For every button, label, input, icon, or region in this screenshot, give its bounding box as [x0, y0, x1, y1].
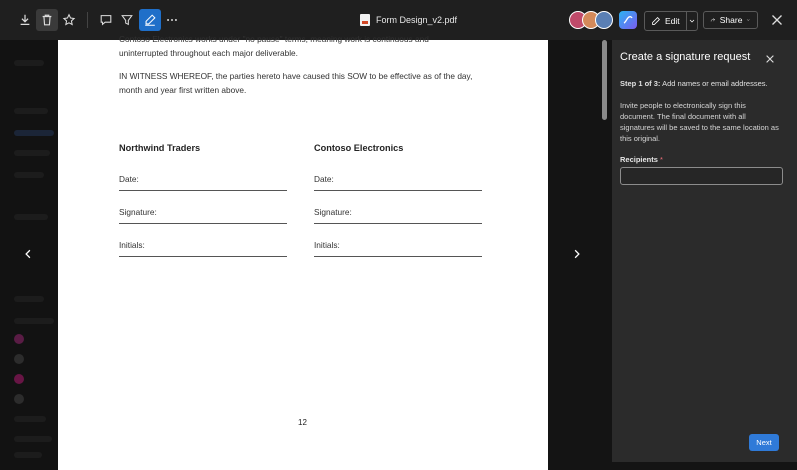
favorite-icon — [62, 13, 76, 27]
close-icon — [769, 12, 785, 28]
required-mark: * — [660, 155, 663, 164]
download-button[interactable] — [14, 9, 36, 31]
edit-dropdown[interactable] — [686, 12, 697, 30]
delete-button[interactable] — [36, 9, 58, 31]
field-label: Signature: — [119, 207, 157, 217]
edit-pencil-icon — [651, 16, 661, 26]
file-title — [360, 12, 457, 28]
field-label: Signature: — [314, 207, 352, 217]
initials-field[interactable] — [314, 240, 482, 257]
sign-pen-icon — [143, 13, 157, 27]
next-page-button[interactable] — [568, 245, 586, 263]
more-icon — [165, 13, 179, 27]
previous-page-button[interactable] — [19, 245, 37, 263]
share-button[interactable] — [703, 11, 758, 29]
avatar[interactable] — [595, 11, 613, 29]
share-label: Share — [719, 15, 743, 25]
recipients-label-text: Recipients — [620, 155, 658, 164]
close-icon — [764, 53, 776, 65]
close-panel-button[interactable] — [764, 52, 776, 64]
more-options-button[interactable] — [161, 9, 183, 31]
panel-description: Invite people to electronically sign this document. The final document with all signatures will be saved to the same location as this original. — [620, 101, 779, 143]
delete-icon — [40, 13, 54, 27]
filter-icon — [120, 13, 134, 27]
page-number: 12 — [298, 418, 307, 427]
document-scrollbar[interactable] — [602, 40, 607, 120]
recipients-input[interactable] — [620, 167, 783, 185]
recipients-label — [620, 155, 663, 164]
copilot-button[interactable] — [619, 11, 637, 29]
field-label: Initials: — [314, 240, 340, 250]
pdf-file-icon — [360, 14, 370, 26]
step-text: Add names or email addresses. — [660, 79, 768, 88]
document-paragraph: Contoso Electronics works under "no pause" terms, meaning work is continuous and uninterrupted throughout each major deliverable. — [119, 34, 429, 58]
edit-button[interactable] — [644, 11, 698, 31]
date-field[interactable] — [119, 174, 287, 191]
chevron-left-icon — [23, 249, 33, 259]
step-indicator — [620, 79, 768, 88]
share-icon — [710, 15, 716, 25]
panel-title: Create a signature request — [620, 51, 751, 63]
close-viewer-button[interactable] — [769, 12, 785, 28]
initials-field[interactable] — [119, 240, 287, 257]
signature-field[interactable] — [314, 207, 482, 224]
edit-label: Edit — [665, 16, 680, 26]
party-name: Northwind Traders — [119, 143, 201, 153]
party-name: Contoso Electronics — [314, 143, 404, 153]
signature-request-panel — [612, 40, 797, 462]
signature-field[interactable] — [119, 207, 287, 224]
field-label: Date: — [119, 174, 139, 184]
copilot-icon — [619, 11, 637, 29]
chevron-right-icon — [572, 249, 582, 259]
date-field[interactable] — [314, 174, 482, 191]
chevron-down-icon — [688, 17, 696, 25]
document-page — [58, 34, 548, 470]
comment-button[interactable] — [95, 9, 117, 31]
favorite-button[interactable] — [58, 9, 80, 31]
download-icon — [18, 13, 32, 27]
step-prefix: Step 1 of 3: — [620, 79, 661, 88]
field-label: Initials: — [119, 240, 145, 250]
toolbar-divider — [87, 12, 88, 28]
next-button[interactable]: Next — [749, 434, 779, 451]
file-name: Form Design_v2.pdf — [376, 15, 458, 25]
filter-button[interactable] — [116, 9, 138, 31]
witness-paragraph: IN WITNESS WHEREOF, the parties hereto have caused this SOW to be effective as of the day, month and year first written above. — [119, 71, 473, 95]
chevron-down-icon — [746, 16, 751, 24]
field-label: Date: — [314, 174, 334, 184]
sign-button[interactable] — [139, 9, 161, 31]
comment-icon — [99, 13, 113, 27]
